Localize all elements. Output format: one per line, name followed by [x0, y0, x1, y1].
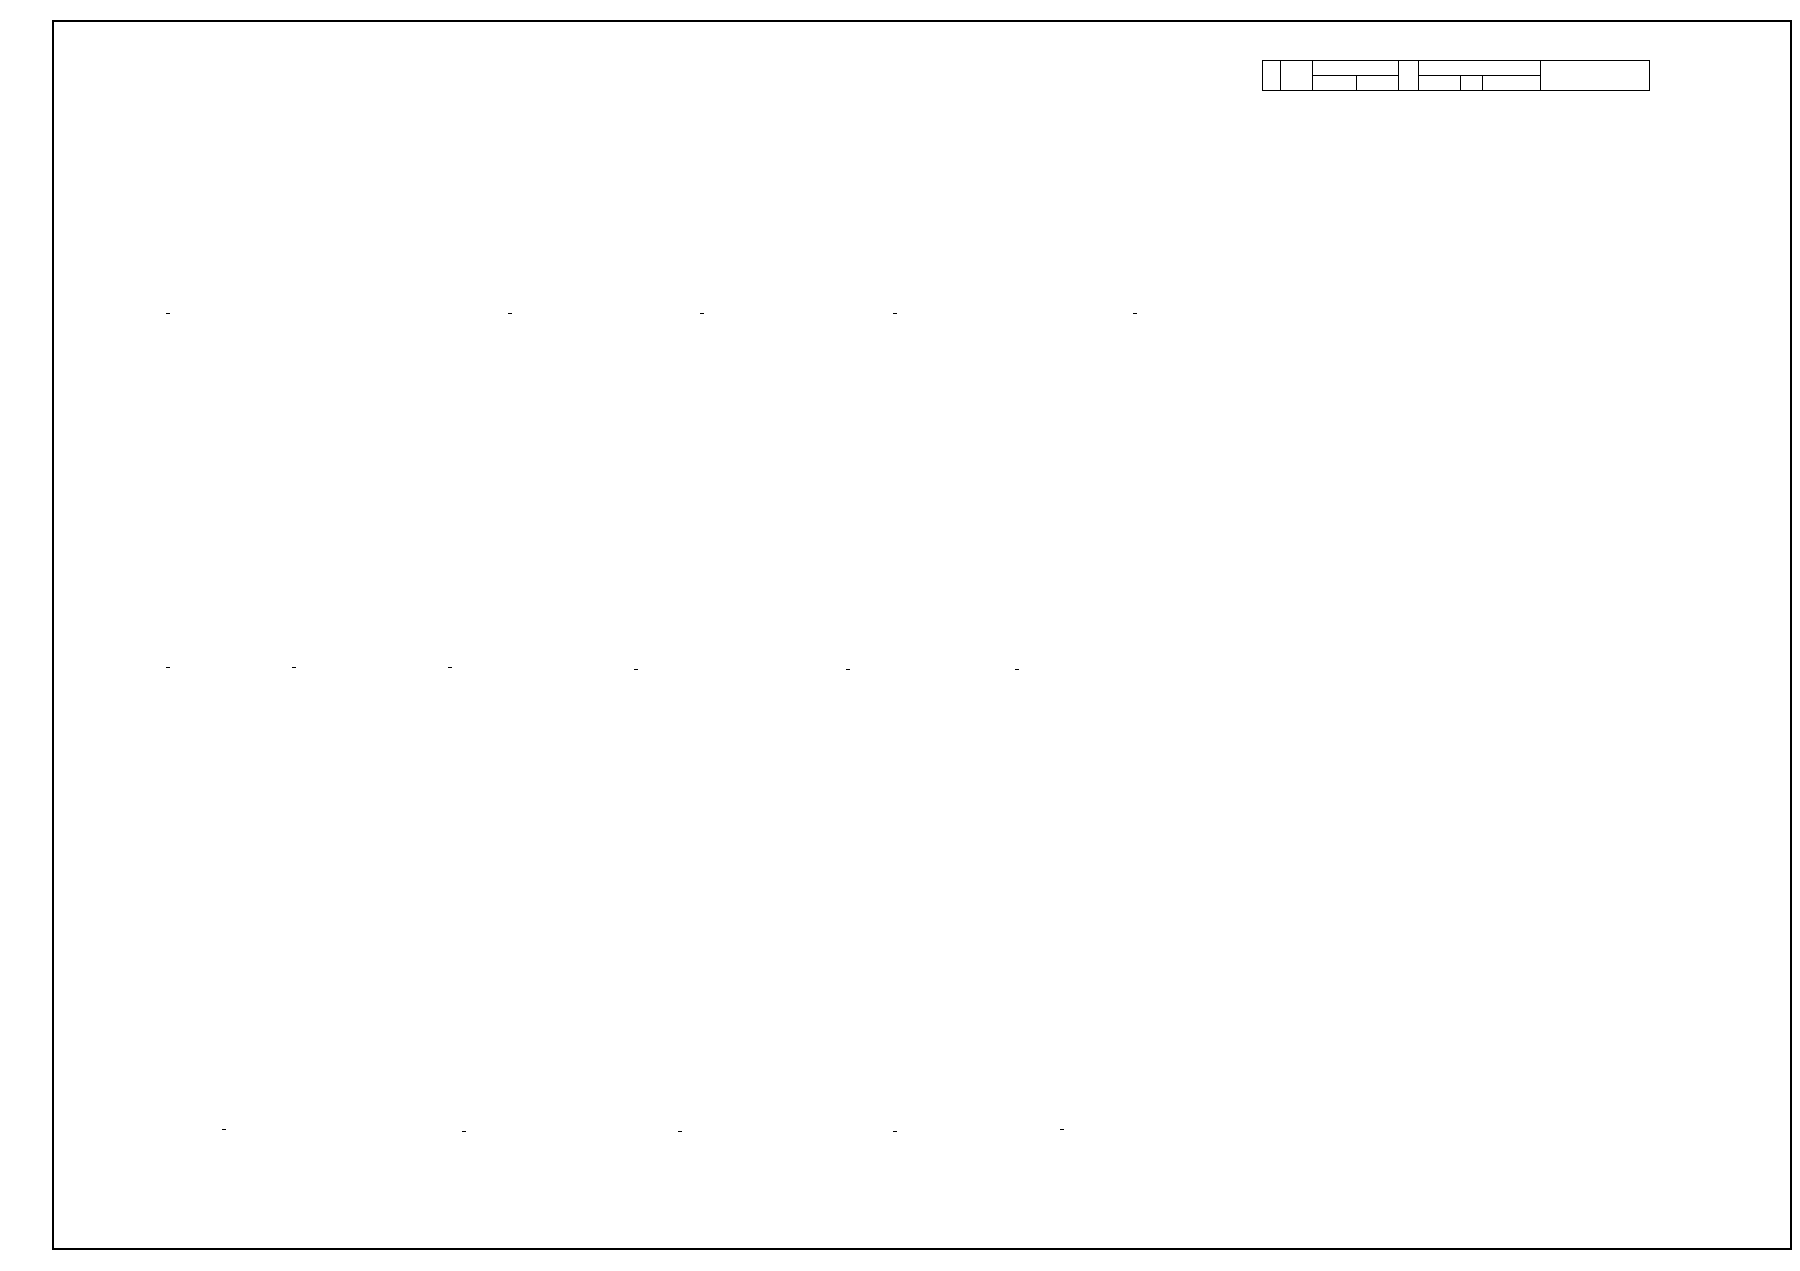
construction-notes	[1262, 904, 1662, 921]
c7-title	[292, 667, 296, 668]
c1p-title	[1060, 1129, 1064, 1130]
c9-title	[634, 669, 638, 670]
header-number	[1483, 76, 1541, 91]
header-opening-size	[1313, 61, 1399, 76]
header-category	[1263, 61, 1281, 91]
c8-title	[448, 667, 452, 668]
header-page	[1461, 76, 1483, 91]
door-window-schedule	[1262, 60, 1650, 91]
c2-title	[508, 313, 512, 314]
c10-title	[846, 669, 850, 670]
c1-title	[166, 313, 170, 314]
header-height	[1357, 76, 1399, 91]
c11-title	[1015, 669, 1019, 670]
c4-title	[700, 313, 704, 314]
note-line	[1262, 904, 1662, 921]
c6-title	[166, 667, 170, 668]
header-width	[1313, 76, 1357, 91]
c2p-title	[893, 313, 897, 314]
c13-title	[462, 1131, 466, 1132]
schedule-header-row	[1263, 61, 1650, 76]
c12-title	[222, 1129, 226, 1130]
header-remarks	[1541, 61, 1650, 91]
header-qty	[1399, 61, 1419, 91]
header-atlas	[1419, 76, 1461, 91]
header-standard-ref	[1419, 61, 1541, 76]
m6-title	[1133, 313, 1137, 314]
c15-title	[893, 1131, 897, 1132]
header-code	[1281, 61, 1313, 91]
c14-title	[678, 1131, 682, 1132]
